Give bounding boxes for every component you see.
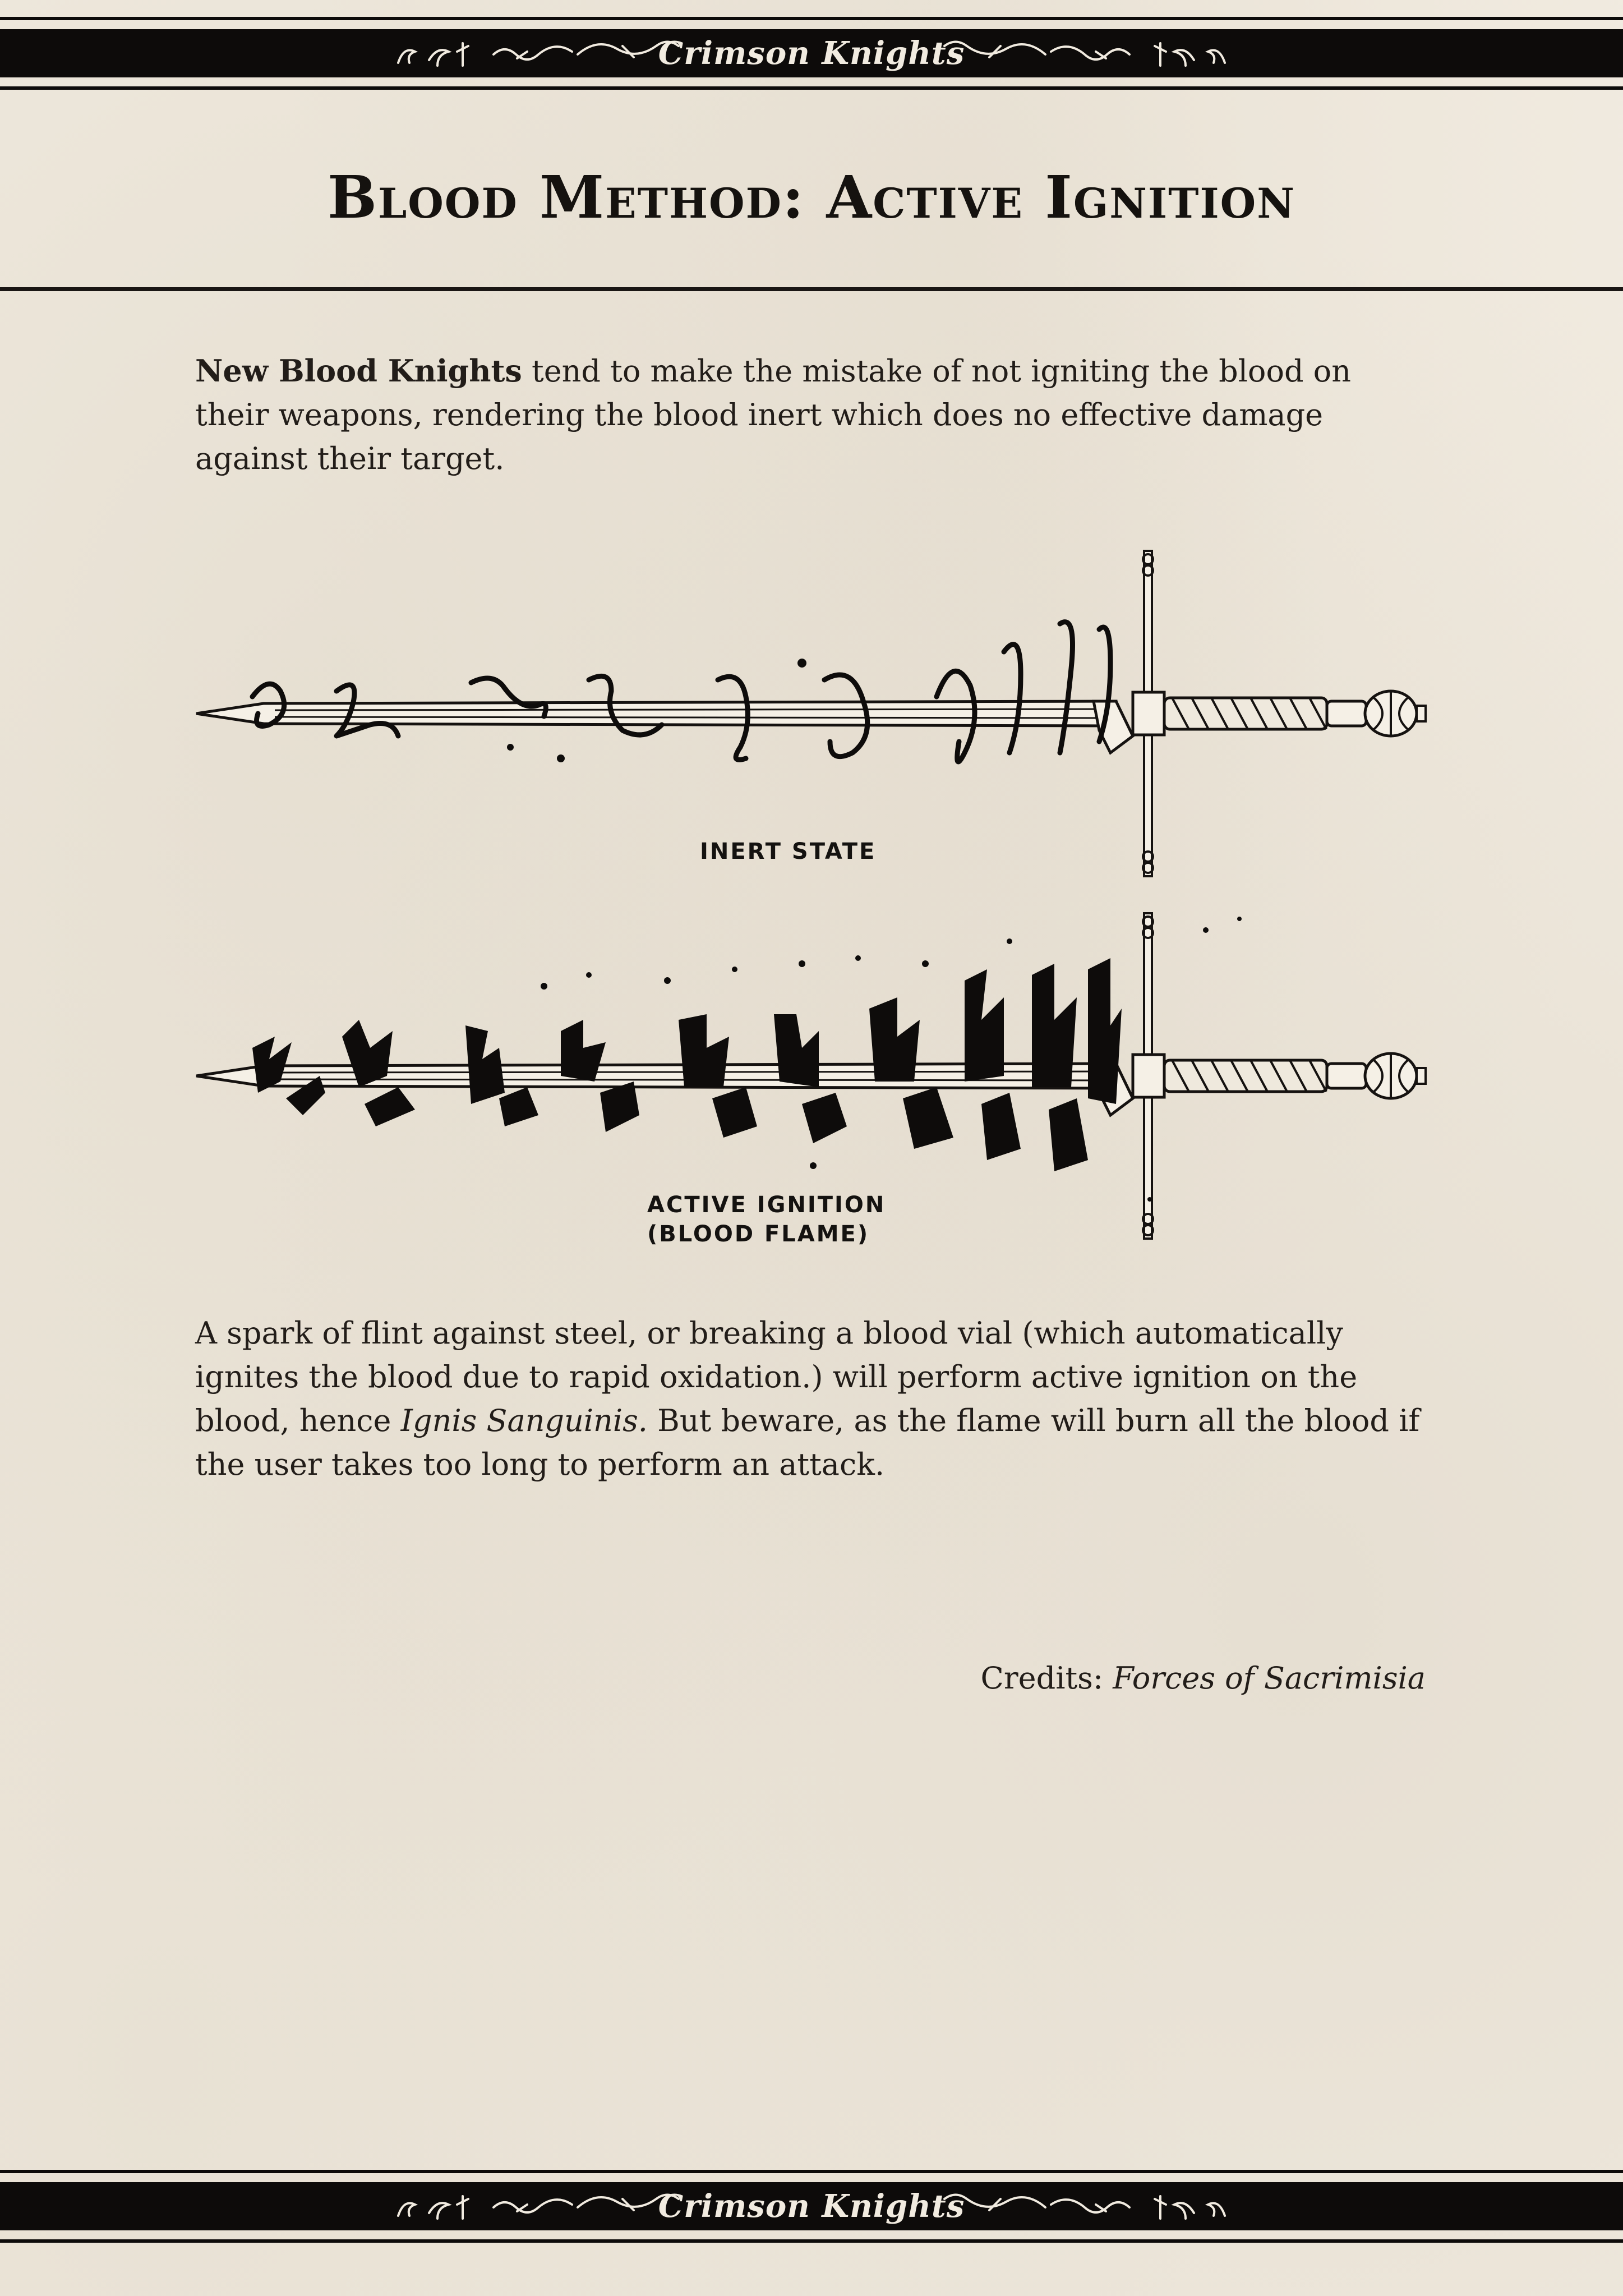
inert-blood-drips: [252, 622, 1110, 762]
blood-flame-marks: [252, 958, 1122, 1171]
sword-illustration: [191, 539, 1447, 1251]
credits-source: Forces of Sacrimisia: [1113, 1660, 1426, 1696]
body-text-before: A spark of flint against steel, or breaking a blood vial (which automatically ignites the blood due to rapid oxidation.) will perform active ignition on the blood, hence: [195, 1315, 1358, 1438]
sword-inert: [196, 551, 1426, 876]
banner-rule: [0, 2239, 1623, 2243]
banner-title: Crimson Knights: [658, 35, 965, 72]
label-active-ignition: [647, 1190, 886, 1249]
page-title: Blood Method: Active Ignition: [328, 163, 1295, 232]
title-divider: [0, 287, 1623, 291]
banner-title: Crimson Knights: [658, 2188, 965, 2225]
intro-paragraph: [195, 349, 1429, 481]
sword-active-ignition: [196, 913, 1426, 1239]
body-paragraph: [195, 1312, 1429, 1487]
credits-label: Credits:: [980, 1660, 1113, 1696]
blood-droplet: [557, 754, 565, 762]
label-inert-state: INERT STATE: [700, 839, 877, 864]
label-active-line1: ACTIVE IGNITION: [647, 1192, 886, 1218]
banner-rule: [0, 17, 1623, 20]
header-banner: [0, 17, 1623, 90]
intro-lead: New Blood Knights: [195, 353, 522, 389]
banner-rule: [0, 86, 1623, 90]
intro-text: tend to make the mistake of not igniting the blood on their weapons, rendering the blood inert which does no effective damage against their target.: [195, 353, 1351, 476]
body-italic-term: Ignis Sanguinis.: [400, 1403, 648, 1438]
credits: [981, 1660, 1426, 1696]
blood-droplet: [797, 659, 806, 668]
body-text-after: But beware, as the flame will burn all the blood if the user takes too long to perform an attack.: [195, 1403, 1420, 1482]
label-active-line2: (BLOOD FLAME): [647, 1221, 870, 1247]
footer-banner: [0, 2170, 1623, 2243]
blood-droplet: [507, 744, 514, 751]
banner-rule: [0, 2170, 1623, 2173]
